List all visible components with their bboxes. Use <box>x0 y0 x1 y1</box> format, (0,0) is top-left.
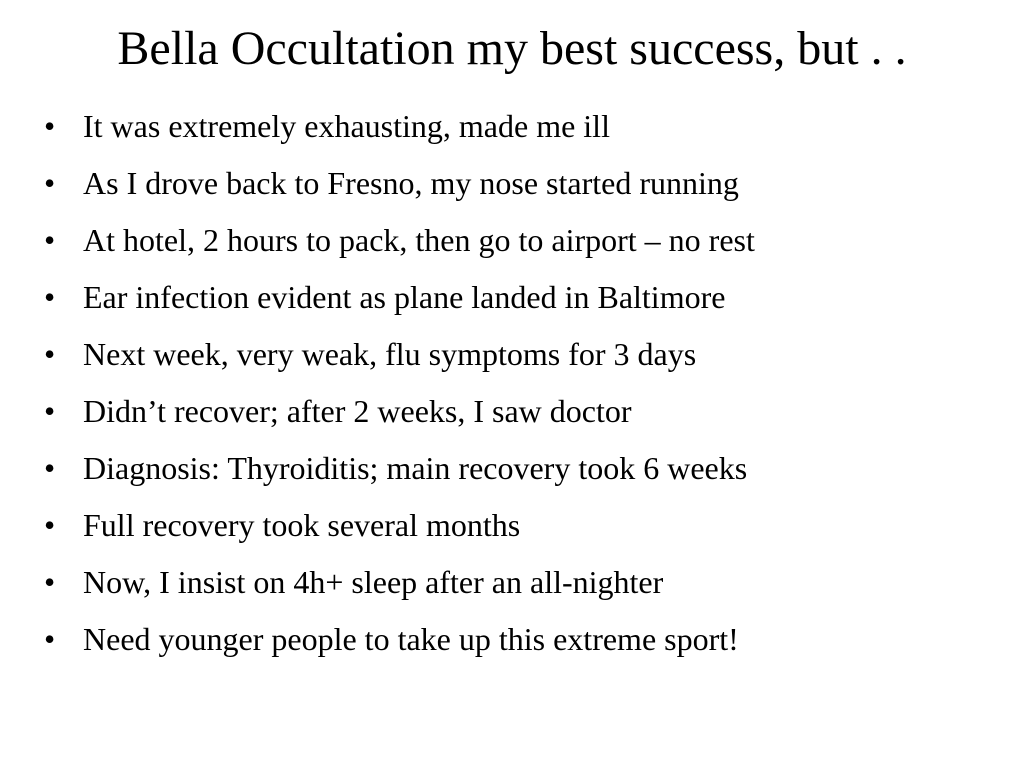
bullet-text: Diagnosis: Thyroiditis; main recovery took 6 weeks <box>83 450 748 486</box>
bullet-item <box>44 98 1004 155</box>
bullet-marker: • <box>44 507 56 543</box>
bullet-marker: • <box>44 108 56 144</box>
bullet-text: As I drove back to Fresno, my nose started running <box>83 165 739 201</box>
bullet-item <box>44 326 1004 383</box>
bullet-text: At hotel, 2 hours to pack, then go to airport – no rest <box>83 222 755 258</box>
slide-title: Bella Occultation my best success, but . . <box>117 22 907 75</box>
bullet-marker: • <box>44 222 56 258</box>
bullet-marker: • <box>44 279 56 315</box>
bullet-text: Didn’t recover; after 2 weeks, I saw doctor <box>83 393 632 429</box>
bullet-marker: • <box>44 336 56 372</box>
bullet-marker: • <box>44 450 56 486</box>
bullet-marker: • <box>44 564 56 600</box>
bullet-marker: • <box>44 621 56 657</box>
bullet-text: Full recovery took several months <box>83 507 521 543</box>
bullet-marker: • <box>44 393 56 429</box>
bullet-text: Need younger people to take up this extreme sport! <box>83 621 739 657</box>
bullet-item <box>44 497 1004 554</box>
bullet-item <box>44 440 1004 497</box>
bullet-marker: • <box>44 165 56 201</box>
bullet-item <box>44 155 1004 212</box>
bullet-text: Next week, very weak, flu symptoms for 3 days <box>83 336 697 372</box>
bullet-text: It was extremely exhausting, made me ill <box>83 108 610 144</box>
bullet-item <box>44 212 1004 269</box>
bullet-text: Ear infection evident as plane landed in Baltimore <box>83 279 726 315</box>
bullet-item <box>44 383 1004 440</box>
bullet-text: Now, I insist on 4h+ sleep after an all-nighter <box>83 564 664 600</box>
bullet-item <box>44 269 1004 326</box>
bullet-item <box>44 554 1004 611</box>
bullet-item <box>44 611 1004 668</box>
bullet-list <box>44 98 1004 668</box>
